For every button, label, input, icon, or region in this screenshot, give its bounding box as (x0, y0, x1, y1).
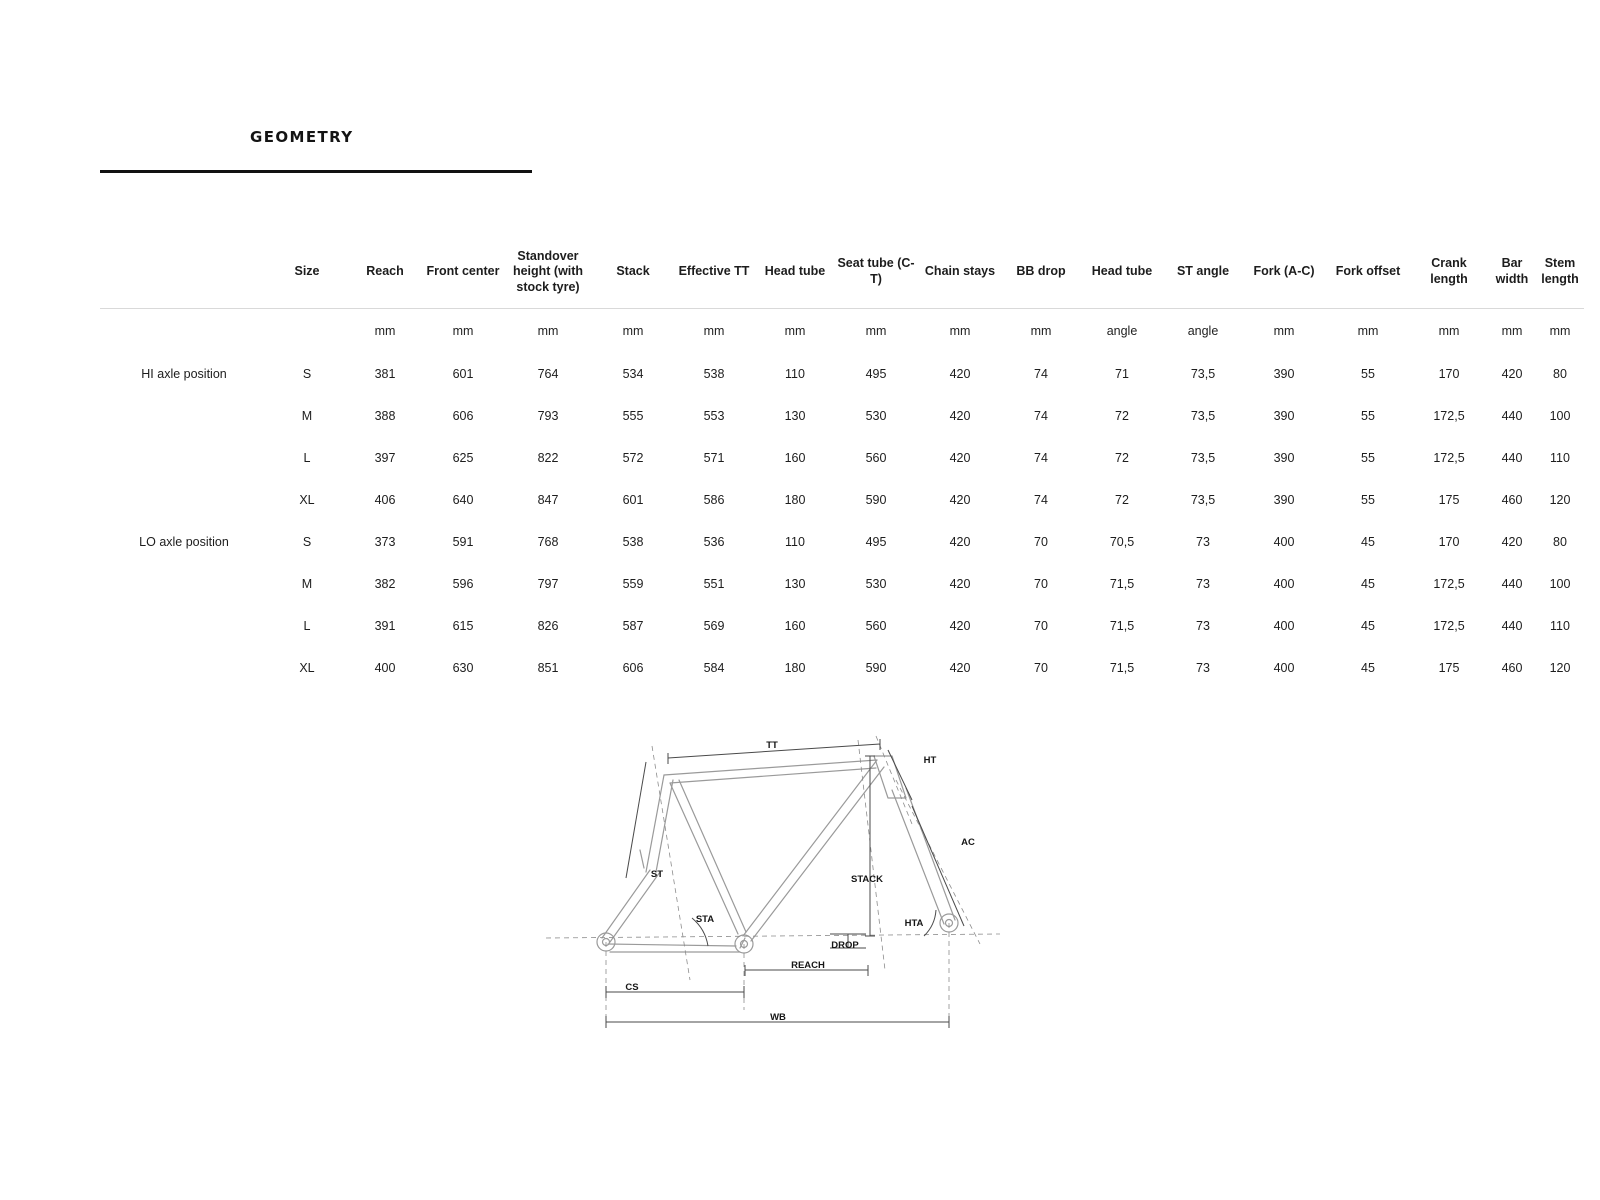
unit-effective-tt: mm (703, 324, 725, 338)
header-seat-tube: Seat tube (C-T) (834, 236, 918, 309)
unit-bar-width: mm (1501, 324, 1523, 338)
header-effective-tt: Effective TT (672, 236, 756, 309)
cell-front-center: 615 (452, 619, 474, 633)
unit-fork-ac: mm (1273, 324, 1295, 338)
diagram-label-wb: WB (770, 1012, 786, 1023)
header-fork-ac: Fork (A-C) (1242, 236, 1326, 309)
cell-st-angle: 73,5 (1190, 409, 1216, 423)
unit-rowgroup-blank (100, 309, 268, 354)
cell-effective-tt: 569 (703, 619, 725, 633)
unit-seat-tube: mm (865, 324, 887, 338)
header-bar-width: Bar width (1488, 236, 1536, 309)
cell-stem-length: 120 (1549, 661, 1571, 675)
cell-chain-stays: 420 (949, 535, 971, 549)
cell-seat-tube: 560 (865, 451, 887, 465)
cell-head-tube-length: 160 (784, 619, 806, 633)
cell-stack: 572 (622, 451, 644, 465)
cell-bar-width: 460 (1501, 493, 1523, 507)
cell-reach: 391 (374, 619, 396, 633)
cell-reach: 381 (374, 367, 396, 381)
header-crank-length: Crank length (1410, 236, 1488, 309)
cell-crank-length: 170 (1438, 535, 1460, 549)
cell-stem-length: 100 (1549, 409, 1571, 423)
cell-standover: 847 (537, 493, 559, 507)
cell-bb-drop: 70 (1034, 619, 1048, 633)
cell-crank-length: 175 (1438, 661, 1460, 675)
cell-fork-ac: 400 (1273, 661, 1295, 675)
cell-head-tube-length: 180 (784, 493, 806, 507)
table-body (100, 309, 1584, 690)
unit-fork-offset: mm (1357, 324, 1379, 338)
cell-bar-width: 440 (1501, 577, 1523, 591)
cell-size: M (301, 409, 313, 423)
table-row (100, 521, 1584, 563)
diagram-label-hta: HTA (904, 918, 924, 929)
cell-head-tube-length: 110 (785, 535, 805, 549)
cell-effective-tt: 586 (703, 493, 725, 507)
cell-fork-ac: 400 (1273, 535, 1295, 549)
cell-size: XL (299, 493, 315, 507)
cell-stem-length: 120 (1549, 493, 1571, 507)
cell-bb-drop: 70 (1034, 661, 1048, 675)
cell-reach: 388 (374, 409, 396, 423)
cell-bar-width: 420 (1501, 367, 1523, 381)
cell-seat-tube: 590 (865, 493, 887, 507)
unit-bb-drop: mm (1030, 324, 1052, 338)
diagram-label-sta: STA (695, 914, 715, 925)
table-row (100, 563, 1584, 605)
cell-front-center: 640 (452, 493, 474, 507)
cell-st-angle: 73,5 (1190, 493, 1216, 507)
cell-head-tube-angle: 71,5 (1109, 619, 1135, 633)
unit-reach: mm (374, 324, 396, 338)
header-rowgroup-blank (100, 236, 268, 309)
cell-stack: 601 (622, 493, 644, 507)
cell-bar-width: 460 (1501, 661, 1523, 675)
page-header (100, 128, 1500, 173)
cell-head-tube-angle: 70,5 (1109, 535, 1135, 549)
cell-reach: 406 (374, 493, 396, 507)
diagram-label-drop: DROP (831, 940, 859, 951)
cell-head-tube-length: 110 (785, 367, 805, 381)
diagram-label-cs: CS (625, 982, 639, 993)
cell-bb-drop: 70 (1034, 577, 1048, 591)
cell-head-tube-length: 160 (784, 451, 806, 465)
header-bb-drop: BB drop (1002, 236, 1080, 309)
cell-fork-ac: 390 (1273, 409, 1295, 423)
rowgroup-label-blank (100, 605, 268, 647)
cell-effective-tt: 538 (703, 367, 725, 381)
cell-standover: 793 (537, 409, 559, 423)
cell-chain-stays: 420 (949, 619, 971, 633)
table-row (100, 437, 1584, 479)
cell-chain-stays: 420 (949, 367, 971, 381)
cell-crank-length: 172,5 (1433, 409, 1465, 423)
cell-size: L (303, 451, 311, 465)
cell-crank-length: 172,5 (1433, 577, 1465, 591)
table-units-row (100, 309, 1584, 354)
cell-chain-stays: 420 (949, 661, 971, 675)
cell-st-angle: 73,5 (1190, 367, 1216, 381)
cell-head-tube-length: 130 (784, 409, 806, 423)
cell-st-angle: 73 (1196, 619, 1210, 633)
diagram-label-reach: REACH (791, 960, 825, 971)
header-reach: Reach (346, 236, 424, 309)
cell-size: L (303, 619, 311, 633)
table-header-row (100, 236, 1584, 309)
title-divider (100, 170, 532, 173)
cell-effective-tt: 584 (703, 661, 725, 675)
table-row (100, 353, 1584, 395)
header-stack: Stack (594, 236, 672, 309)
unit-size (268, 309, 346, 354)
diagram-label-stack: STACK (850, 874, 884, 885)
cell-head-tube-angle: 71 (1115, 367, 1129, 381)
cell-head-tube-angle: 72 (1115, 409, 1129, 423)
cell-fork-ac: 390 (1273, 493, 1295, 507)
header-head-tube-length: Head tube (756, 236, 834, 309)
cell-crank-length: 172,5 (1433, 451, 1465, 465)
cell-effective-tt: 571 (703, 451, 725, 465)
cell-bb-drop: 74 (1034, 409, 1048, 423)
table-row (100, 647, 1584, 689)
cell-stack: 555 (622, 409, 644, 423)
cell-fork-ac: 400 (1273, 577, 1295, 591)
cell-head-tube-angle: 71,5 (1109, 577, 1135, 591)
cell-front-center: 625 (452, 451, 474, 465)
cell-bb-drop: 74 (1034, 451, 1048, 465)
cell-seat-tube: 530 (865, 409, 887, 423)
cell-crank-length: 170 (1438, 367, 1460, 381)
cell-chain-stays: 420 (949, 451, 971, 465)
unit-chain-stays: mm (949, 324, 971, 338)
unit-front-center: mm (452, 324, 474, 338)
header-st-angle: ST angle (1164, 236, 1242, 309)
geometry-table-container (100, 236, 1579, 689)
cell-fork-offset: 55 (1361, 451, 1375, 465)
cell-head-tube-angle: 71,5 (1109, 661, 1135, 675)
diagram-label-ht: HT (923, 755, 937, 766)
cell-bar-width: 440 (1501, 451, 1523, 465)
cell-fork-offset: 45 (1361, 535, 1375, 549)
cell-effective-tt: 551 (703, 577, 725, 591)
diagram-label-st: ST (650, 869, 664, 880)
cell-reach: 382 (374, 577, 396, 591)
cell-standover: 764 (537, 367, 559, 381)
table-row (100, 605, 1584, 647)
unit-head-tube-length: mm (784, 324, 806, 338)
cell-front-center: 630 (452, 661, 474, 675)
cell-standover: 797 (537, 577, 559, 591)
cell-chain-stays: 420 (949, 409, 971, 423)
unit-stem-length: mm (1549, 324, 1571, 338)
diagram-label-tt: TT (766, 740, 778, 751)
header-size: Size (268, 236, 346, 309)
cell-fork-ac: 390 (1273, 451, 1295, 465)
cell-size: S (302, 367, 312, 381)
rowgroup-label-blank (100, 395, 268, 437)
cell-standover: 768 (537, 535, 559, 549)
header-stem-length: Stem length (1536, 236, 1584, 309)
table-row (100, 395, 1584, 437)
table-row (100, 479, 1584, 521)
rowgroup-label-hi: HI axle position (141, 367, 227, 381)
cell-bb-drop: 70 (1034, 535, 1048, 549)
cell-bb-drop: 74 (1034, 367, 1048, 381)
rowgroup-label-blank (100, 479, 268, 521)
cell-head-tube-length: 130 (784, 577, 806, 591)
cell-seat-tube: 530 (865, 577, 887, 591)
cell-size: XL (299, 661, 315, 675)
cell-stack: 587 (622, 619, 644, 633)
cell-fork-offset: 45 (1361, 577, 1375, 591)
cell-stem-length: 80 (1553, 367, 1567, 381)
cell-front-center: 606 (452, 409, 474, 423)
cell-front-center: 591 (452, 535, 474, 549)
cell-size: M (301, 577, 313, 591)
cell-fork-offset: 45 (1361, 619, 1375, 633)
cell-standover: 826 (537, 619, 559, 633)
cell-st-angle: 73 (1196, 577, 1210, 591)
cell-st-angle: 73 (1196, 535, 1210, 549)
cell-fork-ac: 400 (1273, 619, 1295, 633)
header-standover-height: Standover height (with stock tyre) (502, 236, 594, 309)
unit-crank-length: mm (1438, 324, 1460, 338)
cell-front-center: 601 (452, 367, 474, 381)
cell-head-tube-angle: 72 (1115, 493, 1129, 507)
cell-stem-length: 110 (1550, 451, 1570, 465)
cell-bar-width: 440 (1501, 409, 1523, 423)
cell-head-tube-length: 180 (784, 661, 806, 675)
header-front-center: Front center (424, 236, 502, 309)
header-chain-stays: Chain stays (918, 236, 1002, 309)
cell-stem-length: 80 (1553, 535, 1567, 549)
frame-geometry-diagram (540, 720, 1060, 1060)
cell-stack: 534 (622, 367, 644, 381)
cell-reach: 400 (374, 661, 396, 675)
unit-st-angle: angle (1187, 324, 1219, 338)
unit-stack: mm (622, 324, 644, 338)
cell-bar-width: 420 (1501, 535, 1523, 549)
cell-seat-tube: 495 (865, 367, 887, 381)
header-fork-offset: Fork offset (1326, 236, 1410, 309)
cell-stack: 559 (622, 577, 644, 591)
cell-reach: 373 (374, 535, 396, 549)
cell-stem-length: 110 (1550, 619, 1570, 633)
cell-fork-offset: 45 (1361, 661, 1375, 675)
cell-stem-length: 100 (1549, 577, 1571, 591)
cell-size: S (302, 535, 312, 549)
cell-fork-ac: 390 (1273, 367, 1295, 381)
cell-st-angle: 73 (1196, 661, 1210, 675)
cell-st-angle: 73,5 (1190, 451, 1216, 465)
cell-bb-drop: 74 (1034, 493, 1048, 507)
cell-crank-length: 175 (1438, 493, 1460, 507)
cell-stack: 606 (622, 661, 644, 675)
page-title: GEOMETRY (250, 128, 354, 146)
unit-head-tube-angle: angle (1106, 324, 1138, 338)
geometry-table (100, 236, 1584, 689)
cell-crank-length: 172,5 (1433, 619, 1465, 633)
cell-reach: 397 (374, 451, 396, 465)
cell-stack: 538 (622, 535, 644, 549)
cell-bar-width: 440 (1501, 619, 1523, 633)
rowgroup-label-blank (100, 563, 268, 605)
cell-chain-stays: 420 (949, 577, 971, 591)
cell-front-center: 596 (452, 577, 474, 591)
cell-standover: 822 (537, 451, 559, 465)
header-head-tube-angle: Head tube (1080, 236, 1164, 309)
cell-seat-tube: 495 (865, 535, 887, 549)
cell-head-tube-angle: 72 (1115, 451, 1129, 465)
cell-fork-offset: 55 (1361, 367, 1375, 381)
diagram-label-ac: AC (961, 837, 975, 848)
cell-seat-tube: 560 (865, 619, 887, 633)
cell-fork-offset: 55 (1361, 409, 1375, 423)
rowgroup-label-blank (100, 647, 268, 689)
cell-effective-tt: 553 (703, 409, 725, 423)
cell-seat-tube: 590 (865, 661, 887, 675)
rowgroup-label-blank (100, 437, 268, 479)
unit-standover-height: mm (537, 324, 559, 338)
cell-chain-stays: 420 (949, 493, 971, 507)
cell-fork-offset: 55 (1361, 493, 1375, 507)
rowgroup-label-lo: LO axle position (139, 535, 229, 549)
table-header (100, 236, 1584, 309)
cell-standover: 851 (537, 661, 559, 675)
cell-effective-tt: 536 (703, 535, 725, 549)
